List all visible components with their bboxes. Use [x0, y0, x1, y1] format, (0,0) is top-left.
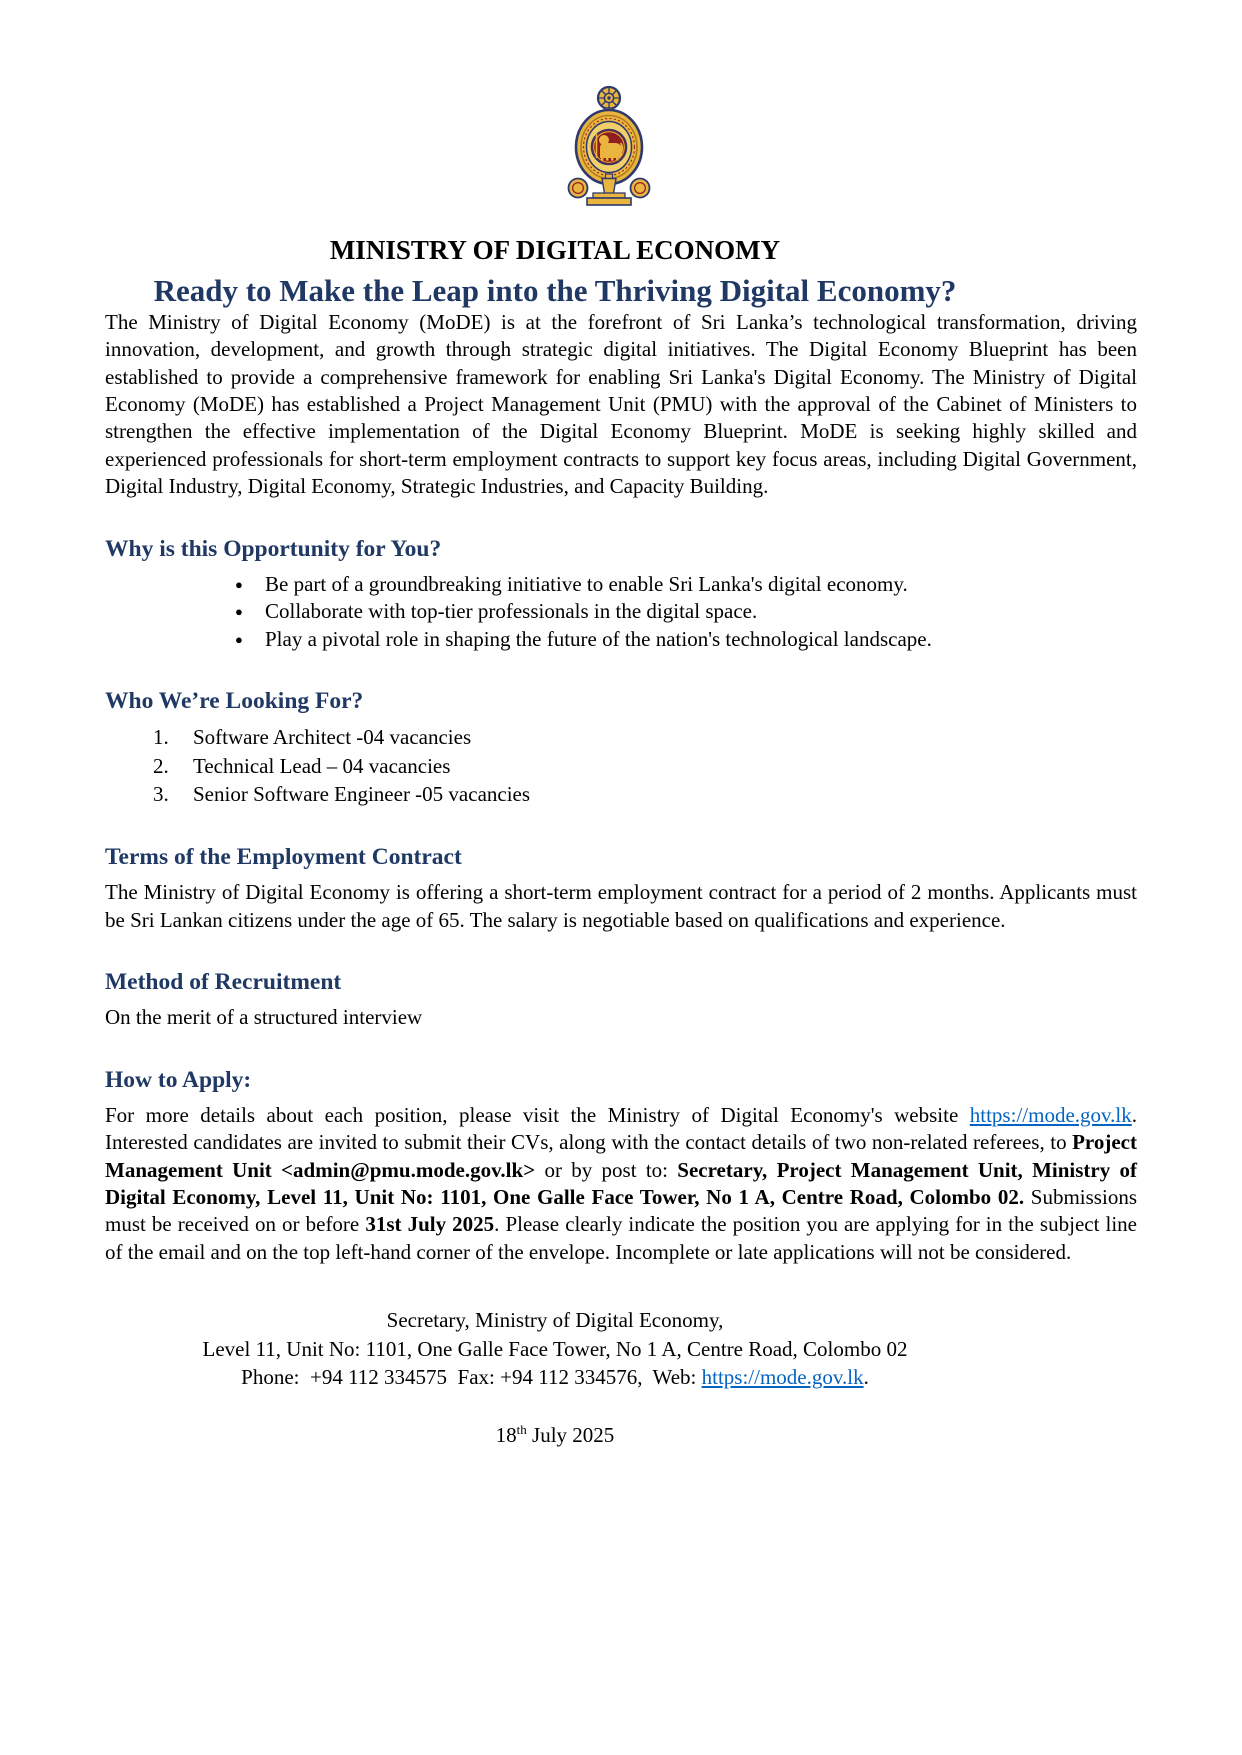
apply-paragraph: [105, 1102, 1137, 1266]
contact-line: Level 11, Unit No: 1101, One Galle Face Tower, No 1 A, Centre Road, Colombo 02: [202, 1336, 908, 1361]
vacancy-text: Senior Software Engineer -05 vacancies: [193, 782, 531, 807]
list-item: [153, 752, 1137, 781]
contact-line: [105, 1363, 1005, 1392]
bullet-marker: ●: [235, 604, 243, 620]
header-block: [105, 235, 1005, 309]
pmu-email-bold: Project Management Unit <admin@pmu.mode.gov.lk>: [105, 1130, 1137, 1182]
apply-text: For more details about each position, please visit the Ministry of Digital Economy's website: [105, 1102, 970, 1127]
list-item: [153, 780, 1137, 809]
contact-line: Secretary, Ministry of Digital Economy,: [386, 1308, 724, 1333]
vacancy-list: [153, 723, 1137, 809]
vacancy-text: Technical Lead – 04 vacancies: [193, 753, 451, 778]
date-line: [105, 1422, 1005, 1449]
list-item: [235, 571, 1137, 598]
date-day: 18: [495, 1422, 517, 1447]
mode-website-link[interactable]: https://mode.gov.lk: [969, 1102, 1132, 1127]
section-heading-method: Method of Recruitment: [105, 968, 342, 995]
bullet-text: Be part of a groundbreaking initiative to enable Sri Lanka's digital economy.: [265, 571, 908, 596]
list-item: [235, 626, 1137, 653]
list-number: 1.: [153, 725, 169, 750]
headline: Ready to Make the Leap into the Thriving Digital Economy?: [153, 273, 957, 309]
terms-paragraph: The Ministry of Digital Economy is offering a short-term employment contract for a period of 2 months. Applicants must be Sri Lankan citizens under the age of 65. The salary is negotiable based on qualifications and experience.: [105, 880, 1137, 932]
emblem-container: [567, 85, 651, 207]
method-text: On the merit of a structured interview: [105, 1005, 423, 1030]
section-heading-who: Who We’re Looking For?: [105, 687, 364, 714]
list-number: 2.: [153, 753, 169, 778]
mode-website-footer-link[interactable]: https://mode.gov.lk: [701, 1365, 864, 1390]
section-heading-why: Why is this Opportunity for You?: [105, 535, 442, 562]
bullet-marker: ●: [235, 631, 243, 647]
apply-text: . Interested candidates are invited to submit their CVs, along with the contact details of two non-related referees, to: [105, 1102, 1137, 1155]
apply-text: Submissions must be received on or before: [105, 1184, 1137, 1237]
date-ordinal-suffix: th: [516, 1421, 527, 1437]
list-item: [153, 723, 1137, 752]
sri-lanka-national-emblem-icon: [567, 85, 651, 207]
apply-text: or by post to:: [535, 1157, 678, 1182]
contact-line-end: .: [863, 1365, 869, 1390]
section-heading-terms: Terms of the Employment Contract: [105, 843, 462, 870]
deadline-bold: 31st July 2025: [365, 1212, 495, 1237]
list-item: [235, 598, 1137, 625]
contact-block: [105, 1306, 1005, 1392]
why-bullet-list: [235, 571, 1137, 653]
postal-address-bold: Secretary, Project Management Unit, Ministry of Digital Economy, Level 11, Unit No: 1101, One Galle Face Tower, No 1 A, Centre Road, Colombo 02.: [105, 1157, 1138, 1209]
bullet-text: Collaborate with top-tier professionals in the digital space.: [265, 599, 758, 624]
bullet-text: Play a pivotal role in shaping the future of the nation's technological landscape.: [265, 626, 932, 651]
vacancy-text: Software Architect -04 vacancies: [193, 725, 472, 750]
list-number: 3.: [153, 782, 169, 807]
contact-phone-fax: Phone: +94 112 334575 Fax: +94 112 334576, Web:: [241, 1365, 702, 1390]
bullet-marker: ●: [235, 576, 243, 592]
ministry-title: MINISTRY OF DIGITAL ECONOMY: [329, 235, 781, 265]
date-rest: July 2025: [526, 1422, 615, 1447]
apply-text: . Please clearly indicate the position you are applying for in the subject line of the email and on the top left-hand corner of the envelope. Incomplete or late applications will not be considered.: [105, 1212, 1137, 1264]
intro-paragraph: The Ministry of Digital Economy (MoDE) is at the forefront of Sri Lanka’s technological transformation, driving innovation, development, and growth through strategic digital initiatives. The Digital Economy Blueprint has been established to provide a comprehensive framework for enabling Sri Lanka's Digital Economy. The Ministry of Digital Economy (MoDE) has established a Project Management Unit (PMU) with the approval of the Cabinet of Ministers to strengthen the effective implementation of the Digital Economy Blueprint. MoDE is seeking highly skilled and experienced professionals for short-term employment contracts to support key focus areas, including Digital Government, Digital Industry, Digital Economy, Strategic Industries, and Capacity Building.: [105, 309, 1137, 499]
section-heading-apply: How to Apply:: [105, 1066, 252, 1093]
